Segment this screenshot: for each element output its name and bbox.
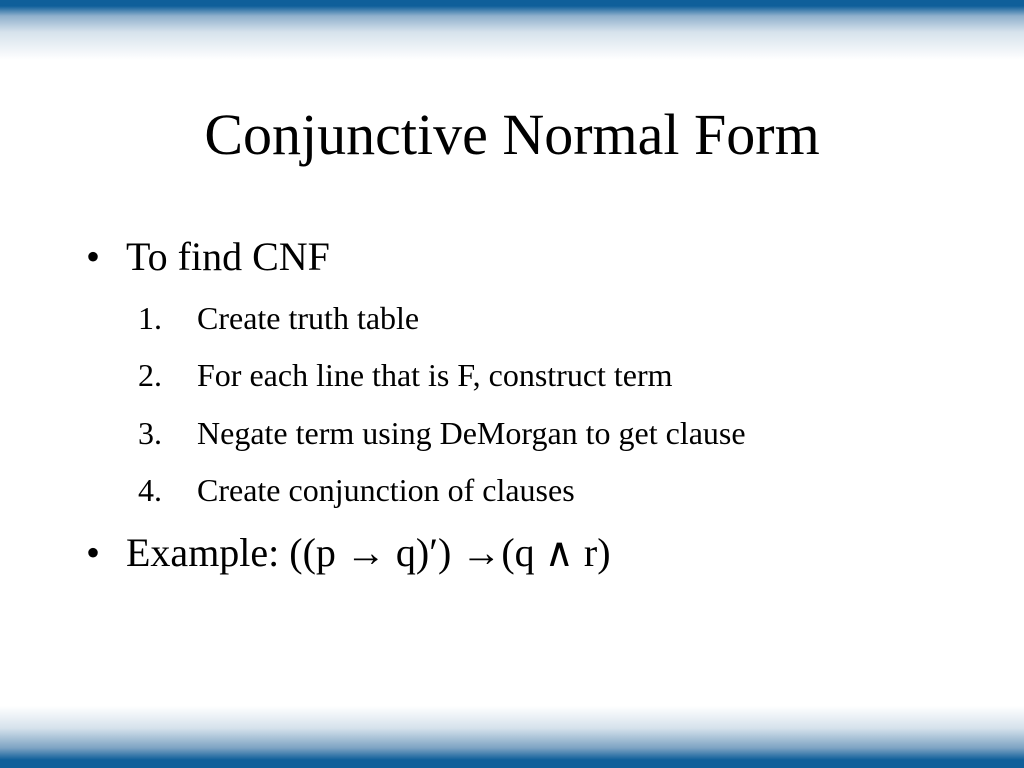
bullet-example <box>86 530 611 576</box>
step-item-1 <box>138 299 419 337</box>
bullet-marker: • <box>86 530 101 575</box>
bullet-marker: • <box>86 234 101 279</box>
step-text: Create conjunction of clauses <box>197 472 575 508</box>
step-number: 3. <box>138 415 162 451</box>
step-text: Negate term using DeMorgan to get clause <box>197 415 746 451</box>
step-number: 1. <box>138 300 162 336</box>
bullet-text: To find CNF <box>126 234 330 279</box>
step-item-4 <box>138 471 575 509</box>
bullet-to-find-cnf <box>86 234 330 280</box>
top-gradient-band <box>0 0 1024 60</box>
step-text: For each line that is F, construct term <box>197 357 673 393</box>
step-number: 2. <box>138 357 162 393</box>
step-text: Create truth table <box>197 300 420 336</box>
step-item-2 <box>138 356 673 394</box>
slide-title: Conjunctive Normal Form <box>204 102 820 167</box>
bullet-text: Example: ((p → q)′) →(q ∧ r) <box>126 530 611 575</box>
step-number: 4. <box>138 472 162 508</box>
step-item-3 <box>138 414 746 452</box>
bottom-gradient-band <box>0 706 1024 768</box>
